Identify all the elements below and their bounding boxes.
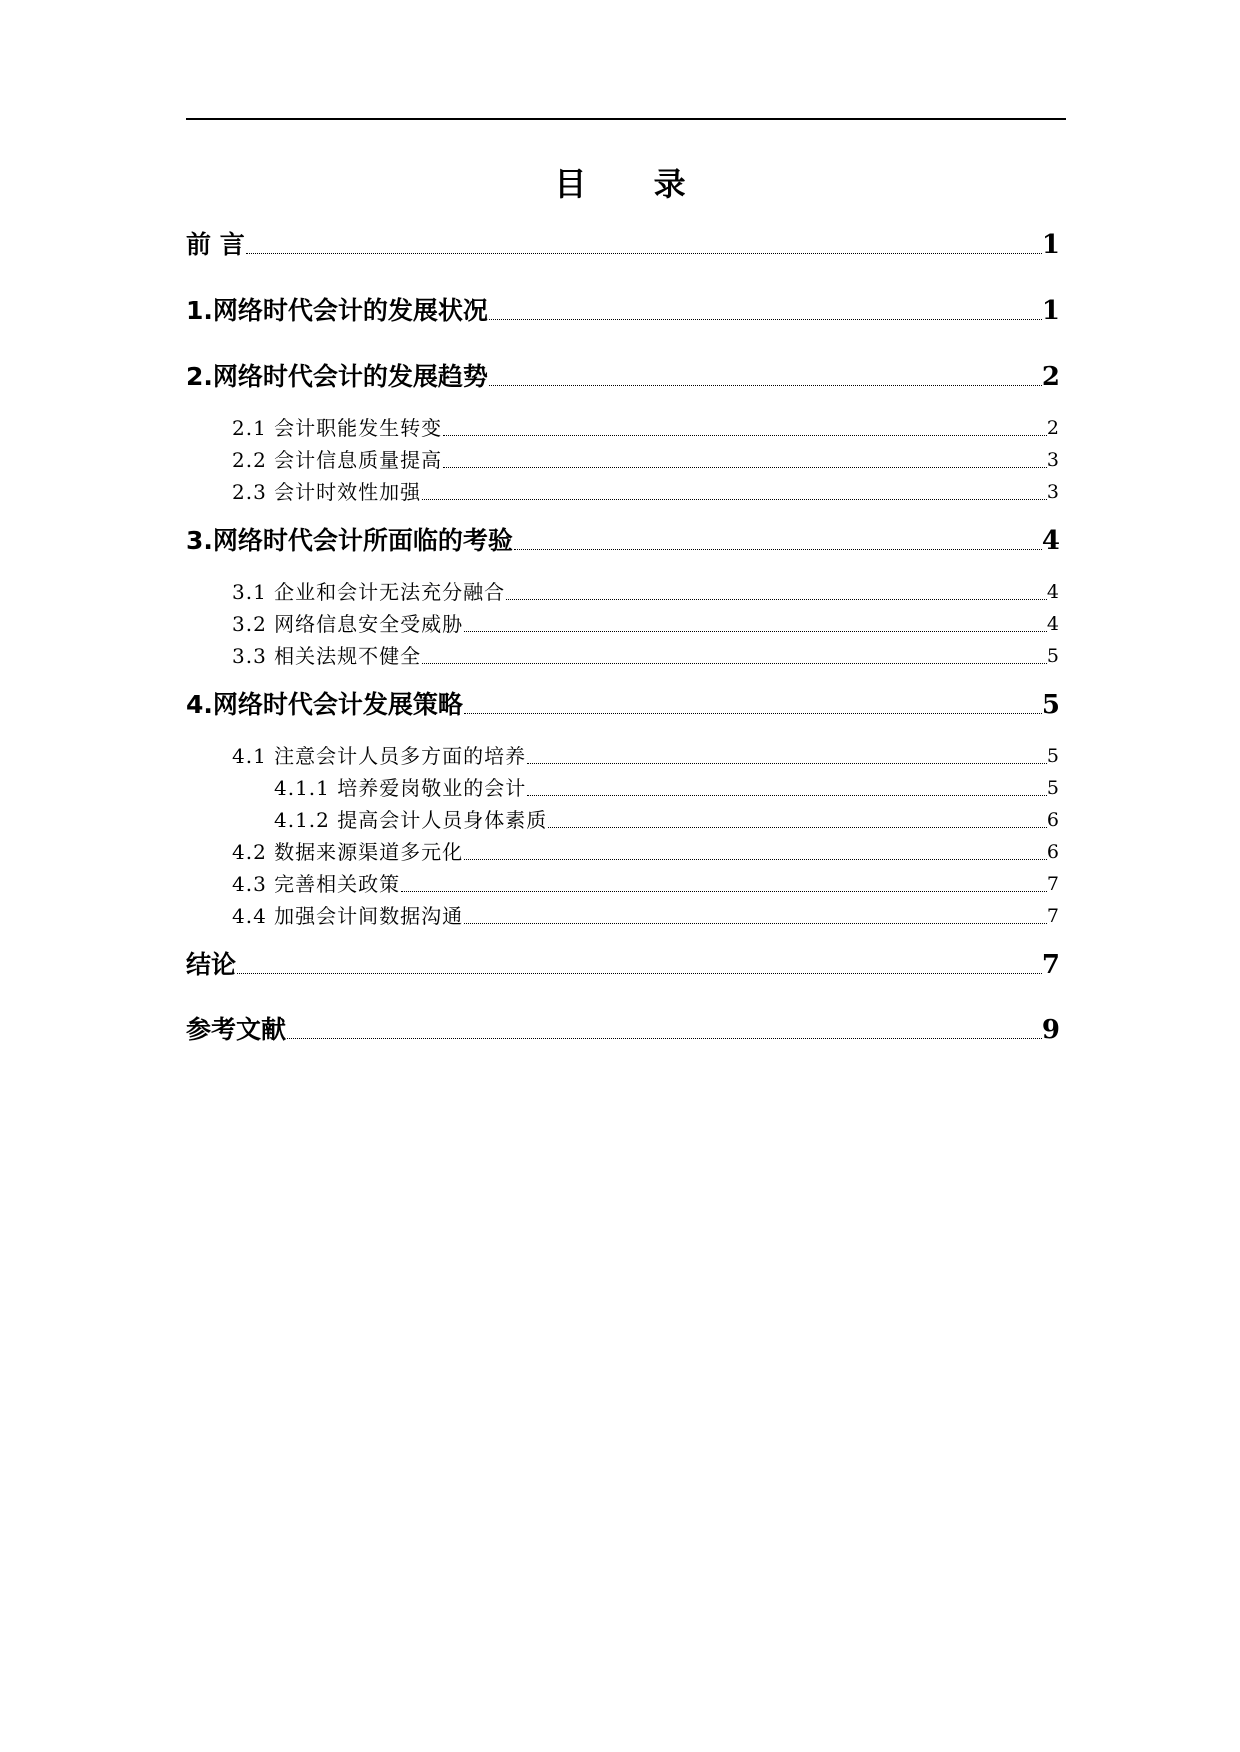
toc-entry-page: 2 (1041, 362, 1060, 392)
toc-entry-label: 3.3 相关法规不健全 (232, 644, 422, 668)
toc-entry-page: 5 (1046, 645, 1060, 667)
toc-entry-label: 结论 (186, 950, 237, 979)
dot-leader (246, 253, 1042, 254)
toc-entry-page: 7 (1046, 873, 1060, 895)
dot-leader (237, 973, 1042, 974)
toc-entry-label: 前 言 (186, 230, 245, 259)
header-rule (186, 118, 1066, 120)
toc-entry-label: 2.1 会计职能发生转变 (232, 416, 443, 440)
toc-entry-label: 3.2 网络信息安全受威胁 (232, 612, 464, 636)
dot-leader (514, 549, 1042, 550)
toc-entry-label: 4.4 加强会计间数据沟通 (232, 904, 464, 928)
toc-entry-chapter-2[interactable] (186, 360, 1060, 394)
toc-entry-references[interactable] (186, 1013, 1060, 1047)
dot-leader (464, 923, 1047, 924)
toc-entry-conclusion[interactable] (186, 948, 1060, 982)
toc-entry-section-2-3[interactable] (186, 478, 1060, 506)
toc-title: 目 录 (554, 165, 714, 203)
toc-entry-page: 9 (1041, 1015, 1060, 1045)
toc-entry-section-2-1[interactable] (186, 414, 1060, 442)
toc-entry-section-4-1-2[interactable] (186, 806, 1060, 834)
toc-entry-label: 4.1 注意会计人员多方面的培养 (232, 744, 527, 768)
toc-entry-section-4-1[interactable] (186, 742, 1060, 770)
toc-entry-section-4-1-1[interactable] (186, 774, 1060, 802)
toc-entry-label: 3.1 企业和会计无法充分融合 (232, 580, 506, 604)
dot-leader (464, 713, 1042, 714)
toc-entry-page: 2 (1046, 417, 1060, 439)
toc-entry-page: 6 (1046, 841, 1060, 863)
toc-entry-section-4-4[interactable] (186, 902, 1060, 930)
dot-leader (489, 319, 1042, 320)
toc-entry-label: 2.3 会计时效性加强 (232, 480, 422, 504)
dot-leader (401, 891, 1047, 892)
toc-entry-page: 4 (1046, 581, 1060, 603)
toc-entry-page: 1 (1041, 296, 1060, 326)
toc-entry-label: 2.2 会计信息质量提高 (232, 448, 443, 472)
toc-entry-label: 4.1.1 培养爱岗敬业的会计 (274, 776, 527, 800)
toc-entry-chapter-1[interactable] (186, 294, 1060, 328)
toc-entry-section-4-3[interactable] (186, 870, 1060, 898)
toc-entry-page: 4 (1041, 526, 1060, 556)
toc-entry-label: 1.网络时代会计的发展状况 (186, 296, 488, 325)
toc-entry-section-3-2[interactable] (186, 610, 1060, 638)
toc-entry-label: 4.网络时代会计发展策略 (186, 690, 463, 719)
toc-entry-page: 7 (1046, 905, 1060, 927)
dot-leader (422, 663, 1047, 664)
toc-entry-label: 参考文献 (186, 1015, 287, 1044)
toc-entry-page: 7 (1041, 950, 1060, 980)
toc-entry-page: 4 (1046, 613, 1060, 635)
toc-entry-section-3-3[interactable] (186, 642, 1060, 670)
toc-entry-label: 4.2 数据来源渠道多元化 (232, 840, 464, 864)
toc-entry-label: 4.1.2 提高会计人员身体素质 (274, 808, 548, 832)
toc-entry-label: 3.网络时代会计所面临的考验 (186, 526, 513, 555)
toc-entry-section-3-1[interactable] (186, 578, 1060, 606)
dot-leader (422, 499, 1047, 500)
toc-entry-preface[interactable] (186, 228, 1060, 262)
toc-entry-section-4-2[interactable] (186, 838, 1060, 866)
dot-leader (527, 795, 1047, 796)
toc-entry-chapter-4[interactable] (186, 688, 1060, 722)
toc-entry-chapter-3[interactable] (186, 524, 1060, 558)
dot-leader (527, 763, 1047, 764)
toc-entry-page: 3 (1046, 481, 1060, 503)
toc-entry-page: 3 (1046, 449, 1060, 471)
dot-leader (443, 435, 1047, 436)
toc-entry-page: 6 (1046, 809, 1060, 831)
toc-entry-page: 5 (1041, 690, 1060, 720)
dot-leader (506, 599, 1047, 600)
toc-entry-label: 2.网络时代会计的发展趋势 (186, 362, 488, 391)
dot-leader (464, 631, 1047, 632)
toc-entry-section-2-2[interactable] (186, 446, 1060, 474)
dot-leader (443, 467, 1047, 468)
toc-entry-page: 5 (1046, 777, 1060, 799)
dot-leader (287, 1038, 1042, 1039)
dot-leader (464, 859, 1047, 860)
toc-entry-page: 5 (1046, 745, 1060, 767)
toc-entry-page: 1 (1041, 230, 1060, 260)
dot-leader (548, 827, 1047, 828)
toc-entry-label: 4.3 完善相关政策 (232, 872, 401, 896)
dot-leader (489, 385, 1042, 386)
